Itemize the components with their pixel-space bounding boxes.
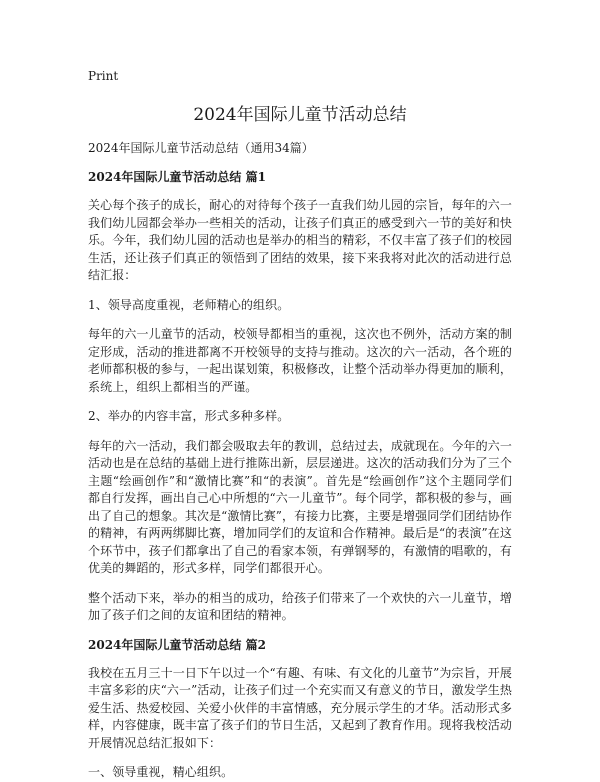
page-title: 2024年国际儿童节活动总结 (193, 105, 407, 125)
paragraph: 关心每个孩子的成长，耐心的对待每个孩子一直我们幼儿园的宗旨，每年的六一我们幼儿园都会举办一些相关的活动，让孩子们真正的感受到六一节的美好和快乐。今年，我们幼儿园的活动也是举办的相当的精彩，不仅丰富了孩子们的校园生活，还让孩子们真正的领悟到了团结的效果，接下来我将对此次的活动进行总结汇报： (88, 198, 512, 282)
document-subtitle: 2024年国际儿童节活动总结（通用34篇） (88, 141, 314, 155)
section-heading: 2024年国际儿童节活动总结 篇2 (88, 637, 266, 652)
section-heading: 2024年国际儿童节活动总结 篇1 (88, 170, 266, 184)
paragraph: 整个活动下来，举办的相当的成功，给孩子们带来了一个欢快的六一儿童节，增加了孩子们之间的友谊和团结的精神。 (88, 590, 512, 622)
paragraph: 每年的六一儿童节的活动，校领导都相当的重视，这次也不例外，活动方案的制定形成，活动的推进都离不开校领导的支持与推动。这次的六一活动，各个班的老师都积极的参与，一起出谋划策，积极修改，让整个活动举办得更加的顺利，系统上，组织上都相当的严谨。 (88, 327, 512, 394)
paragraph: 2、举办的内容丰富，形式多种多样。 (88, 409, 290, 423)
paragraph: 一、领导重视，精心组织。 (88, 765, 234, 779)
paragraph: 我校在五月三十一日下午以过一个“有趣、有味、有文化的儿童节”为宗旨，开展丰富多彩的庆“六一”活动，让孩子们过一个充实而又有意义的节日，激发学生热爱生活、热爱校园、关爱小伙伴的丰富情感，充分展示学生的才华。活动形式多样，内容健康，既丰富了孩子们的节日生活，又起到了教育作用。现将我校活动开展情况总结汇报如下： (88, 665, 512, 750)
paragraph: 1、领导高度重视，老师精心的组织。 (88, 297, 290, 312)
section-2 (88, 637, 512, 782)
print-link[interactable]: Print (88, 69, 119, 83)
section-1 (88, 169, 512, 625)
paragraph: 每年的六一活动，我们都会吸取去年的教训，总结过去，成就现在。今年的六一活动也是在总结的基础上进行推陈出新，层层递进。这次的活动我们分为了三个主题“绘画创作”和“激情比赛”和“的表演”。首先是“绘画创作”这个主题同学们都自行发挥，画出自己心中所想的“六一儿童节”。每个同学，都积极的参与，画出了自己的想象。其次是“激情比赛”，有接力比赛，主要是增强同学们团结协作的精神，有两两绑脚比赛，增加同学们的友谊和合作精神。最后是“的表演”在这个环节中，孩子们都拿出了自己的看家本领，有弹钢琴的，有激情的唱歌的，有优美的舞蹈的，形式多样，同学们都很开心。 (88, 438, 512, 575)
